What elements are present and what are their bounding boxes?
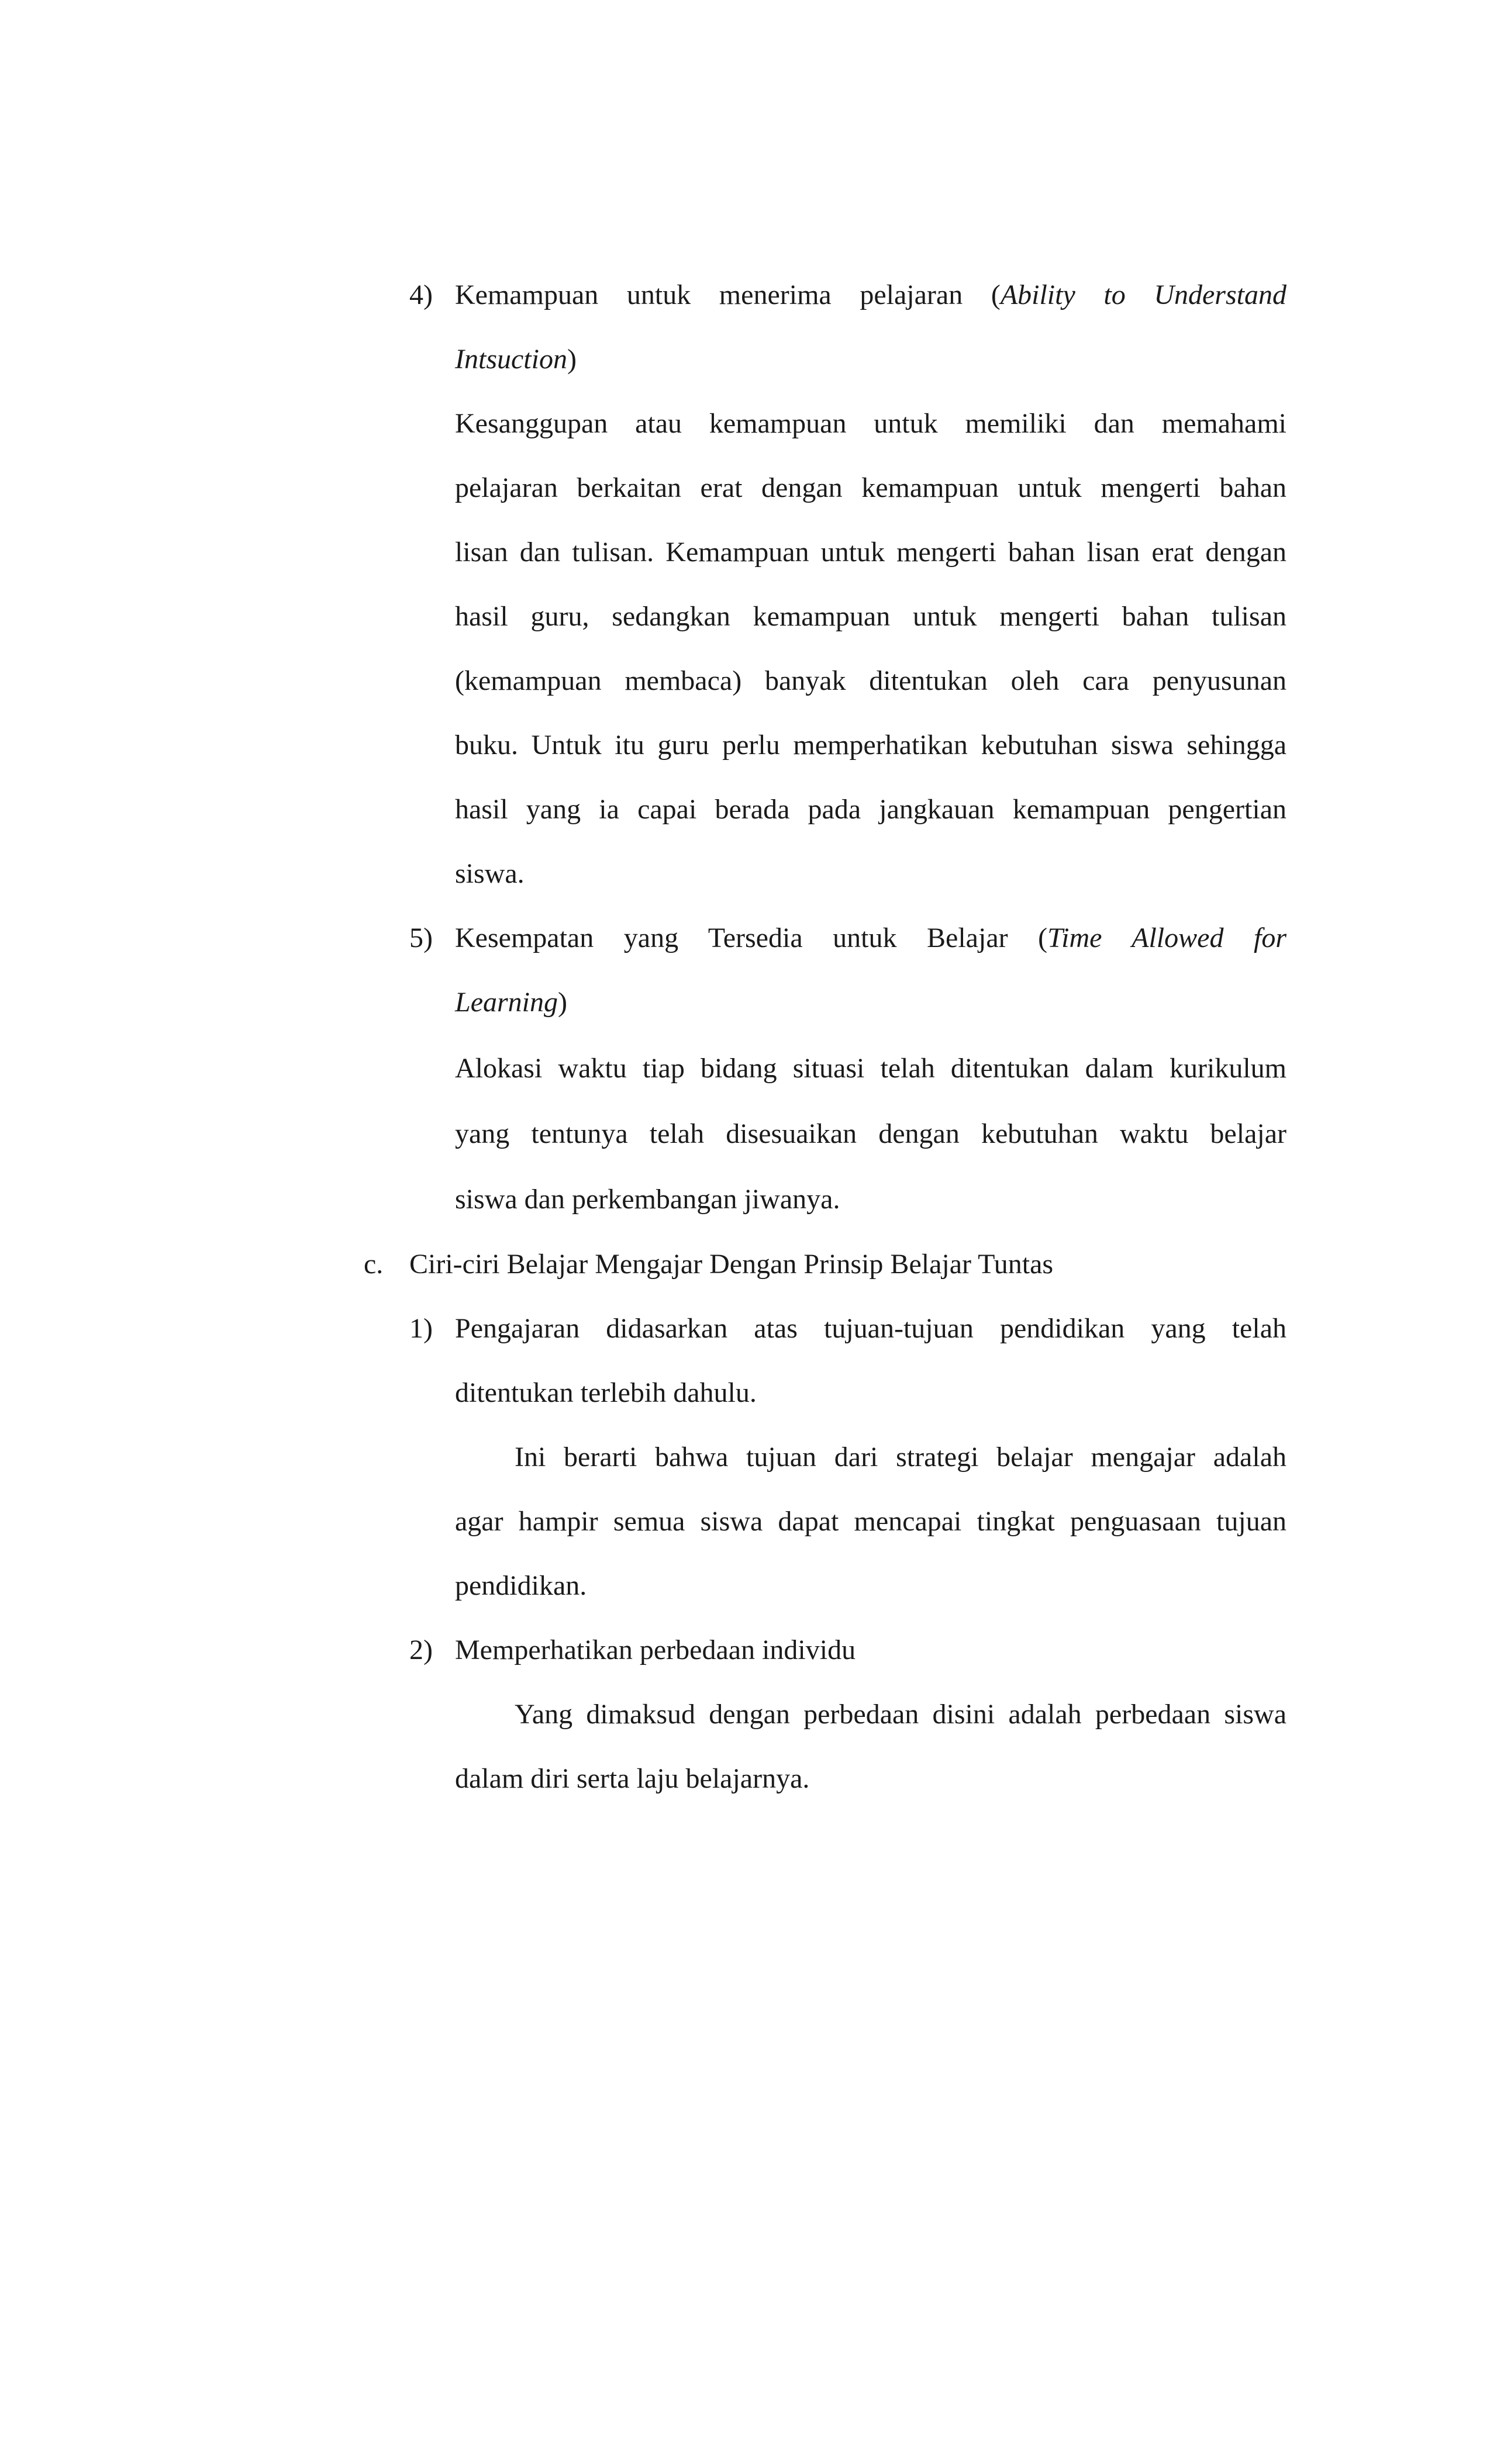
item5-body-line: siswa dan perkembangan jiwanya. bbox=[455, 1184, 840, 1215]
c-item1-body-line: agar hampir semua siswa dapat mencapai tingkat penguasaan tujuan bbox=[455, 1506, 1286, 1537]
item5-body-line: Alokasi waktu tiap bidang situasi telah ditentukan dalam kurikulum bbox=[455, 1053, 1286, 1084]
c-item2-body-line: Yang dimaksud dengan perbedaan disini adalah perbedaan siswa bbox=[515, 1699, 1286, 1730]
c-item1-number: 1) bbox=[409, 1313, 433, 1344]
item5-title-line1 bbox=[455, 921, 1286, 956]
c-item2-title: Memperhatikan perbedaan individu bbox=[455, 1634, 856, 1665]
item4-body-line: siswa. bbox=[455, 858, 525, 889]
item4-body-line: hasil guru, sedangkan kemampuan untuk mengerti bahan tulisan bbox=[455, 601, 1286, 632]
item4-body-line: Kesanggupan atau kemampuan untuk memiliki dan memahami bbox=[455, 408, 1286, 439]
item4-title-close: ) bbox=[567, 344, 577, 375]
item5-title-close: ) bbox=[558, 987, 567, 1018]
item4-title-italic: Ability to Understand bbox=[1000, 279, 1287, 310]
item4-title-line1 bbox=[455, 278, 1286, 313]
item4-title-line2 bbox=[455, 342, 577, 377]
c-item1-title-line: Pengajaran didasarkan atas tujuan-tujuan pendidikan yang telah bbox=[455, 1313, 1286, 1344]
c-item1-title-line: ditentukan terlebih dahulu. bbox=[455, 1377, 757, 1408]
item4-title-italic-2: Intsuction bbox=[455, 344, 567, 375]
item4-body-line: (kemampuan membaca) banyak ditentukan oleh cara penyusunan bbox=[455, 665, 1286, 696]
item5-title-italic: Time Allowed for bbox=[1047, 922, 1286, 953]
item4-body-line: buku. Untuk itu guru perlu memperhatikan kebutuhan siswa sehingga bbox=[455, 730, 1286, 761]
item5-title-line2 bbox=[455, 985, 567, 1020]
c-item1-body-line: pendidikan. bbox=[455, 1570, 587, 1601]
item4-body-line: lisan dan tulisan. Kemampuan untuk mengerti bahan lisan erat dengan bbox=[455, 537, 1286, 568]
item4-number: 4) bbox=[409, 279, 433, 310]
item5-number: 5) bbox=[409, 922, 433, 953]
item4-body-line: pelajaran berkaitan erat dengan kemampuan untuk mengerti bahan bbox=[455, 472, 1286, 503]
c-item2-body-line: dalam diri serta laju belajarnya. bbox=[455, 1763, 810, 1794]
item5-title-italic-2: Learning bbox=[455, 987, 558, 1018]
section-c-title: Ciri-ciri Belajar Mengajar Dengan Prinsip Belajar Tuntas bbox=[409, 1249, 1054, 1280]
item4-title-plain: Kemampuan untuk menerima pelajaran ( bbox=[455, 279, 1001, 310]
item5-body-line: yang tentunya telah disesuaikan dengan kebutuhan waktu belajar bbox=[455, 1118, 1286, 1149]
c-item2-number: 2) bbox=[409, 1634, 433, 1665]
item5-title-plain: Kesempatan yang Tersedia untuk Belajar ( bbox=[455, 922, 1048, 953]
c-item1-body-line: Ini berarti bahwa tujuan dari strategi belajar mengajar adalah bbox=[515, 1442, 1286, 1473]
section-c-label: c. bbox=[364, 1249, 384, 1280]
item4-body-line: hasil yang ia capai berada pada jangkauan kemampuan pengertian bbox=[455, 794, 1286, 825]
